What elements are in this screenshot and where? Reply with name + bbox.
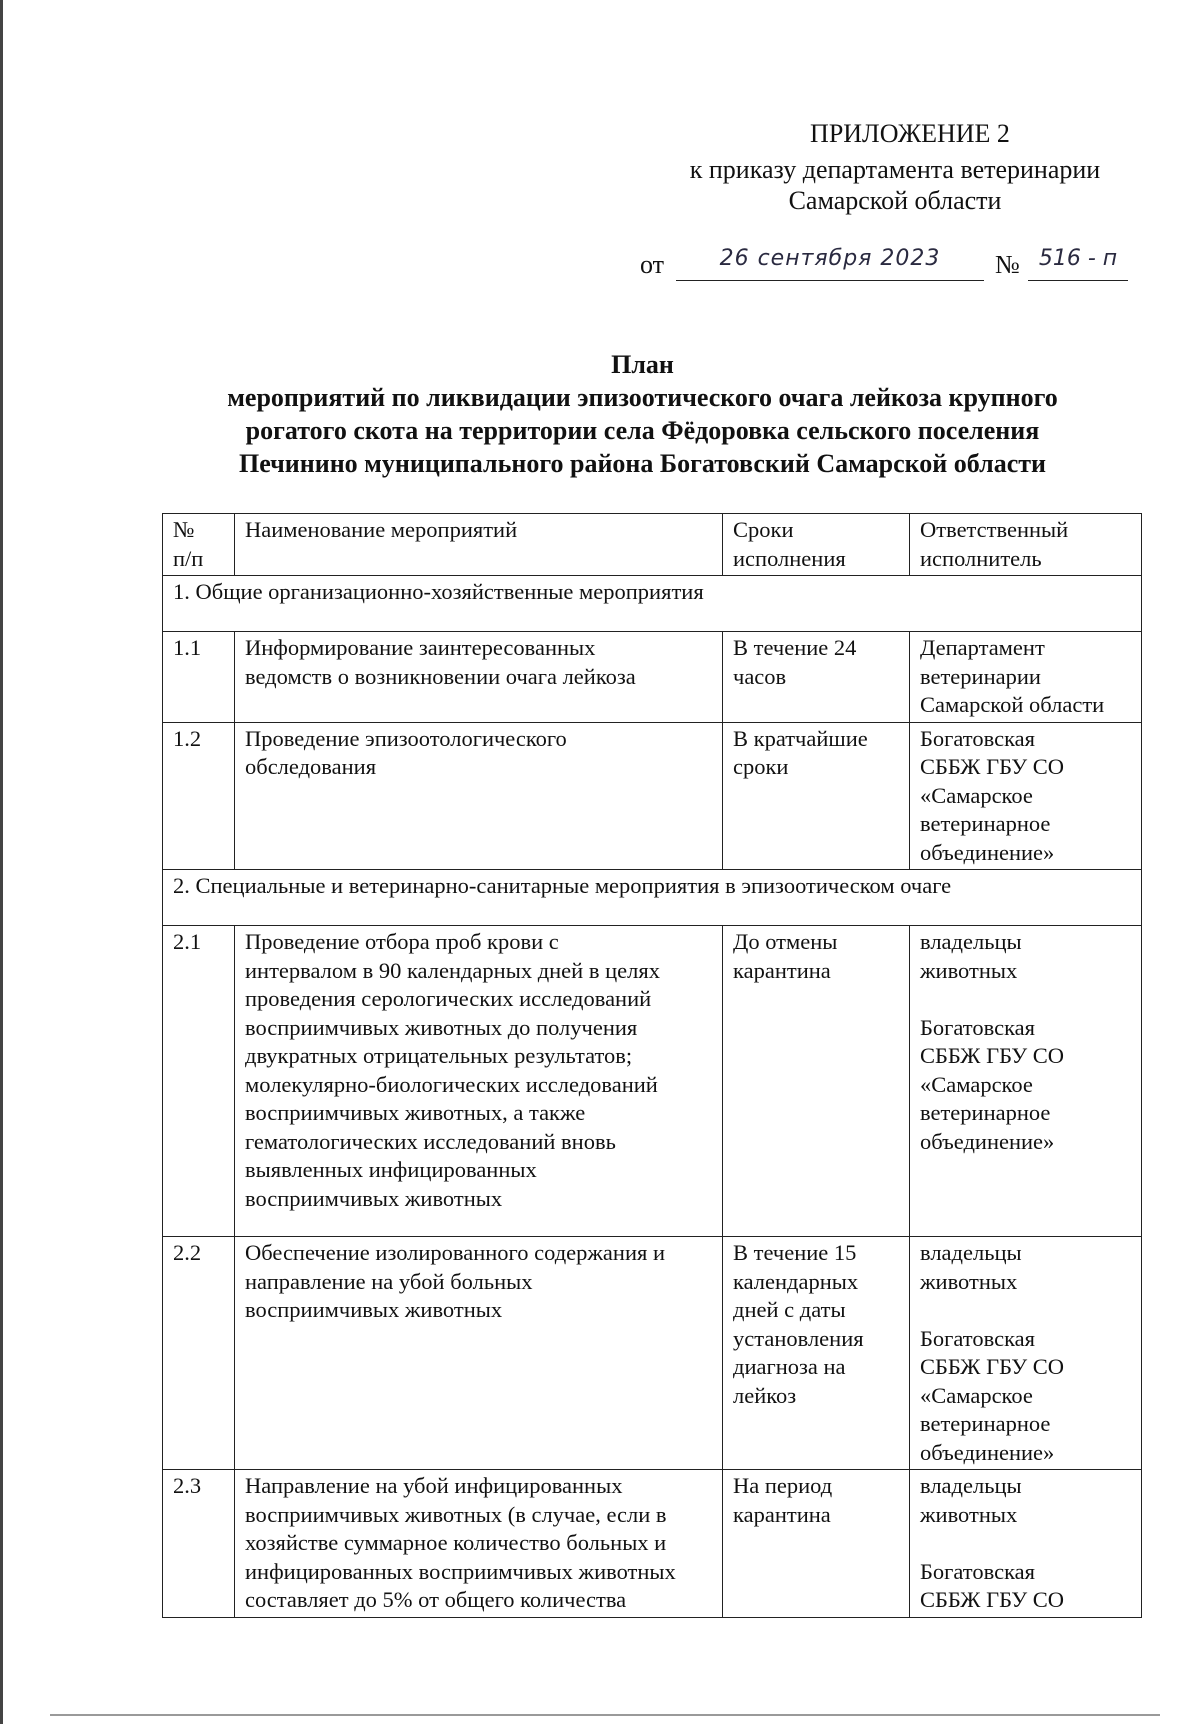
row-name: Направление на убой инфицированных восприимчивых животных (в случае, если в хозяйстве суммарное количество больных и инфицированных восприимчивых животных составляет до 5% от общего количества [235, 1470, 723, 1618]
appendix-region: Самарской области [788, 186, 1002, 215]
header-num: № п/п [163, 514, 235, 576]
row-term: В течение 15 календарных дней с даты установления диагноза на лейкоз [723, 1237, 910, 1470]
section-title-1: 1. Общие организационно-хозяйственные мероприятия [163, 576, 1142, 632]
row-responsible: владельцы животных Богатовская СББЖ ГБУ СО «Самарское ветеринарное объединение» [910, 1237, 1142, 1470]
order-from-label: от [640, 250, 665, 279]
order-number-handwritten: 516 - п [1028, 246, 1128, 281]
row-term: В кратчайшие сроки [723, 722, 910, 870]
plan-table [162, 513, 1142, 1618]
appendix-number: ПРИЛОЖЕНИЕ 2 [810, 119, 1010, 148]
document-title [150, 348, 1135, 480]
row-responsible: владельцы животных Богатовская СББЖ ГБУ СО [910, 1470, 1142, 1618]
title-line-1: План [611, 350, 674, 379]
header-term: Сроки исполнения [723, 514, 910, 576]
row-responsible: Департамент ветеринарии Самарской области [910, 632, 1142, 723]
scan-bottom-edge [50, 1714, 1160, 1716]
title-line-3: рогатого скота на территории села Фёдоровка сельского поселения [245, 416, 1040, 445]
row-num: 1.1 [163, 632, 235, 723]
table-row [163, 1237, 1142, 1470]
scan-left-edge [0, 0, 3, 1724]
row-term: На период карантина [723, 1470, 910, 1618]
section-title-2: 2. Специальные и ветеринарно-санитарные мероприятия в эпизоотическом очаге [163, 870, 1142, 926]
table-row [163, 632, 1142, 723]
row-term: До отмены карантина [723, 926, 910, 1237]
order-number-sign: № [995, 250, 1020, 279]
row-num: 2.1 [163, 926, 235, 1237]
table-row [163, 926, 1142, 1237]
row-num: 2.3 [163, 1470, 235, 1618]
row-name: Проведение отбора проб крови с интервалом в 90 календарных дней в целях проведения серологических исследований восприимчивых животных до получения двукратных отрицательных результатов; молекулярно-биологических исследований восприимчивых животных, а также гематологических исследований вновь выявленных инфицированных восприимчивых животных [235, 926, 723, 1237]
section-row-2 [163, 870, 1142, 926]
title-line-2: мероприятий по ликвидации эпизоотического очага лейкоза крупного [227, 383, 1058, 412]
order-date-handwritten: 26 сентября 2023 [676, 246, 984, 281]
header-name: Наименование мероприятий [235, 514, 723, 576]
order-line [640, 246, 1130, 284]
title-line-4: Печинино муниципального района Богатовский Самарской области [238, 449, 1047, 478]
header-responsible: Ответственный исполнитель [910, 514, 1142, 576]
row-name: Обеспечение изолированного содержания и направление на убой больных восприимчивых животных [235, 1237, 723, 1470]
row-name: Информирование заинтересованных ведомств о возникновении очага лейкоза [235, 632, 723, 723]
row-num: 2.2 [163, 1237, 235, 1470]
table-row [163, 722, 1142, 870]
row-responsible: Богатовская СББЖ ГБУ СО «Самарское ветеринарное объединение» [910, 722, 1142, 870]
row-term: В течение 24 часов [723, 632, 910, 723]
row-name: Проведение эпизоотологического обследования [235, 722, 723, 870]
row-responsible: владельцы животных Богатовская СББЖ ГБУ СО «Самарское ветеринарное объединение» [910, 926, 1142, 1237]
table-header-row [163, 514, 1142, 576]
row-num: 1.2 [163, 722, 235, 870]
table-row [163, 1470, 1142, 1618]
section-row-1 [163, 576, 1142, 632]
appendix-order-reference: к приказу департамента ветеринарии [689, 155, 1101, 184]
